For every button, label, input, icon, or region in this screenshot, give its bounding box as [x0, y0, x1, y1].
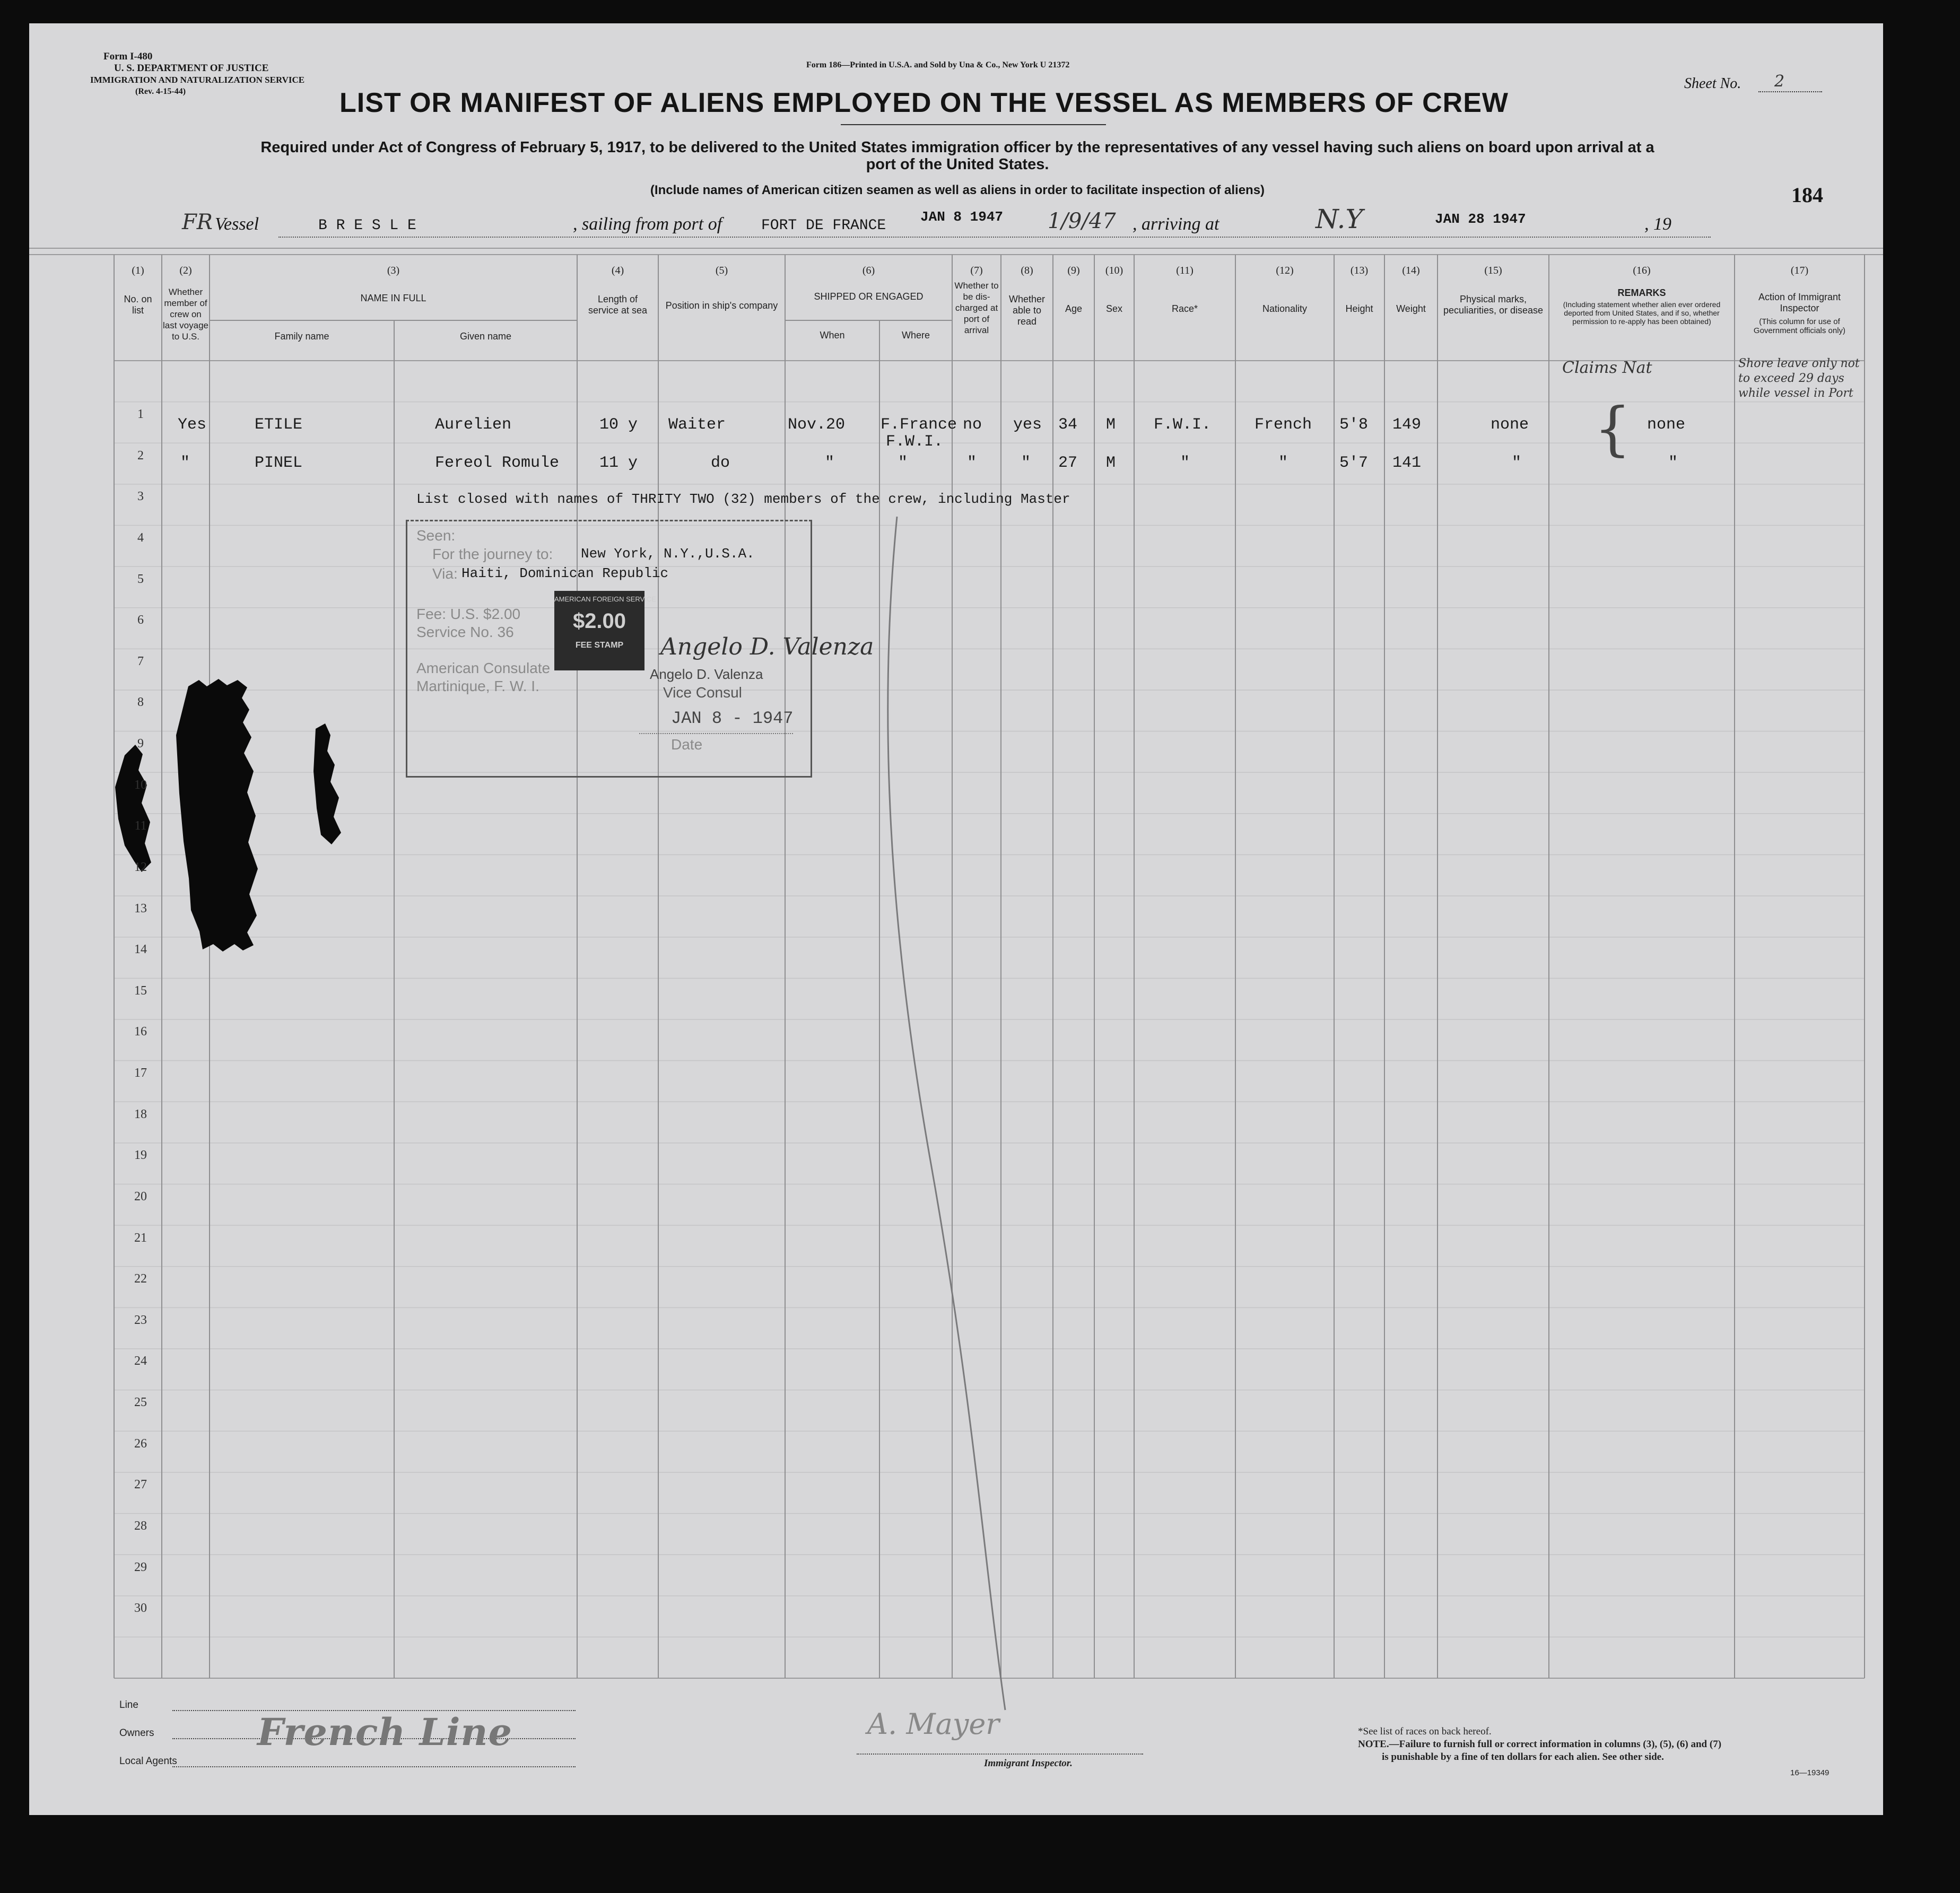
row-number: 11	[134, 819, 147, 833]
flag-prefix: FR	[182, 210, 213, 234]
footer-line-label: Line	[119, 1699, 138, 1711]
column-number: (10)	[1105, 265, 1123, 276]
row-number: 12	[134, 860, 147, 874]
row-number: 29	[134, 1560, 147, 1574]
vessel-name: B R E S L E	[318, 217, 416, 234]
manifest-sheet	[29, 23, 1883, 1815]
row2-family-name: PINEL	[255, 454, 303, 472]
sailing-label: , sailing from port of	[573, 214, 722, 234]
departure-port: FORT DE FRANCE	[761, 217, 886, 234]
row1-position: Waiter	[668, 416, 726, 434]
stamp-via-value: Haiti, Dominican Republic	[461, 565, 669, 581]
column-number: (6)	[862, 265, 875, 276]
row-number: 26	[134, 1436, 147, 1451]
row-number: 8	[137, 695, 144, 710]
footer-owners-label: Owners	[119, 1728, 154, 1739]
row-number: 17	[134, 1066, 147, 1080]
races-note: *See list of races on back hereof.	[1358, 1726, 1492, 1737]
column-number: (2)	[179, 265, 192, 276]
year-label: , 19	[1644, 214, 1671, 234]
row1-service: 10 y	[599, 416, 638, 434]
row2-last-voyage: "	[180, 454, 190, 472]
title-underline	[841, 124, 1106, 125]
row-number: 13	[134, 901, 147, 915]
column-number: (5)	[715, 265, 728, 276]
header-last-voyage: Whether member of crew on last voyage to U.S.	[163, 287, 208, 342]
footer-agents-label: Local Agents	[119, 1756, 177, 1767]
fee-stamp-bottom: FEE STAMP	[575, 641, 624, 650]
penalty-note-2: is punishable by a fine of ten dollars for each alien. See other side.	[1382, 1751, 1664, 1763]
row-number: 1	[137, 407, 144, 421]
row1-able-to-read: yes	[1013, 416, 1042, 434]
header-height: Height	[1345, 303, 1373, 314]
fee-stamp-value: $2.00	[572, 609, 626, 633]
fee-stamp	[554, 591, 656, 670]
header-remarks: REMARKS	[1617, 287, 1666, 298]
arriving-label: , arriving at	[1133, 214, 1219, 234]
row-number: 22	[134, 1272, 147, 1286]
row2-sex: M	[1106, 454, 1116, 472]
consul-date-label: Date	[671, 736, 703, 753]
row2-race: "	[1180, 454, 1190, 472]
row2-age: 27	[1058, 454, 1078, 472]
stamp-seen: Seen:	[416, 527, 456, 544]
fee-stamp-top: AMERICAN FOREIGN SERVICE	[554, 595, 656, 603]
stamp-journey-value: New York, N.Y.,U.S.A.	[581, 546, 755, 562]
row1-shipped-when: Nov.20	[788, 416, 846, 434]
consul-date-stamp: JAN 8 - 1947	[671, 709, 794, 728]
header-where: Where	[901, 330, 930, 341]
row1-family-name: ETILE	[255, 416, 303, 434]
column-number: (8)	[1021, 265, 1033, 276]
header-physical-marks: Physical marks, peculiarities, or disease	[1443, 294, 1544, 316]
row2-able-to-read: "	[1021, 454, 1031, 472]
row2-nationality: "	[1278, 454, 1288, 472]
include-note: (Include names of American citizen seamen as well as aliens in order to facilitate inspection of aliens)	[650, 183, 1265, 197]
row-number: 5	[137, 572, 144, 586]
header-able-to-read: Whether able to read	[1008, 294, 1046, 327]
header-remarks-note: (Including statement whether alien ever ordered deported from United States, and if so, whether permission to re-apply has been obtained)	[1563, 300, 1721, 326]
row-number: 24	[134, 1354, 147, 1368]
sheet-underline	[1758, 91, 1822, 92]
column-number: (9)	[1067, 265, 1080, 276]
departure-date-hand: 1/9/47	[1048, 209, 1116, 233]
header-age: Age	[1065, 303, 1083, 314]
header-when: When	[820, 330, 845, 341]
header-weight: Weight	[1396, 303, 1426, 314]
row-number: 9	[137, 737, 144, 751]
header-discharged: Whether to be dis-charged at port of arrival	[954, 281, 999, 335]
column-number: (17)	[1790, 265, 1809, 276]
row-number: 28	[134, 1519, 147, 1533]
row-number: 14	[134, 943, 147, 957]
vessel-line-rule	[278, 237, 1711, 238]
column-number: (4)	[611, 265, 624, 276]
row2-given-name: Fereol Romule	[435, 454, 560, 472]
inspector-rule	[857, 1754, 1143, 1755]
header-shipped-engaged: SHIPPED OR ENGAGED	[814, 291, 924, 302]
arrival-date-stamp: JAN 28 1947	[1435, 211, 1526, 227]
header-no-on-list: No. on list	[124, 294, 152, 316]
column-number: (12)	[1276, 265, 1294, 276]
row2-discharged: "	[967, 454, 977, 472]
row2-shipped-where: "	[898, 454, 908, 472]
row-number: 10	[134, 778, 147, 792]
form-number: Form I-480	[103, 51, 153, 62]
inspector-label: Immigrant Inspector.	[984, 1758, 1073, 1769]
header-inspector-note: (This column for use of Government officials only)	[1753, 317, 1846, 335]
header-name-in-full: NAME IN FULL	[360, 293, 426, 303]
sheet-number: 2	[1774, 72, 1785, 91]
row-number: 19	[134, 1148, 147, 1163]
owners-stamp: French Line	[257, 1710, 512, 1754]
stamp-via-label: Via:	[432, 565, 458, 582]
row2-shipped-when: "	[825, 454, 835, 472]
column-number: (11)	[1176, 265, 1194, 276]
column-number: (3)	[387, 265, 400, 276]
penalty-note-1: NOTE.—Failure to furnish full or correct information in columns (3), (5), (6) and (7)	[1358, 1739, 1722, 1750]
header-position: Position in ship's company	[665, 300, 778, 311]
form-code: 16—19349	[1790, 1768, 1830, 1777]
sheet-label: Sheet No.	[1684, 75, 1741, 92]
header-given-name: Given name	[459, 331, 512, 342]
printer-line: Form 186—Printed in U.S.A. and Sold by Una & Co., New York U 21372	[806, 60, 1070, 69]
row1-race: F.W.I.	[1154, 416, 1212, 434]
row1-sex: M	[1106, 416, 1116, 434]
remarks-handwritten: Claims Nat	[1562, 359, 1652, 377]
stamped-number: 184	[1791, 183, 1823, 207]
row2-height: 5'7	[1339, 454, 1369, 472]
row1-given-name: Aurelien	[435, 416, 512, 434]
vessel-label: Vessel	[215, 214, 259, 234]
column-number: (1)	[132, 265, 144, 276]
column-number: (7)	[970, 265, 983, 276]
row-number: 25	[134, 1395, 147, 1409]
row-number: 6	[137, 613, 144, 627]
stamp-consulate-1: American Consulate	[416, 660, 551, 676]
stamp-journey-label: For the journey to:	[432, 546, 553, 562]
page-title: LIST OR MANIFEST OF ALIENS EMPLOYED ON THE VESSEL AS MEMBERS OF CREW	[339, 88, 1509, 118]
header-inspector-action: Action of Immigrant Inspector	[1758, 292, 1841, 313]
row-number: 7	[137, 654, 144, 668]
row1-age: 34	[1058, 416, 1078, 434]
inspector-signature: A. Mayer	[867, 1707, 1000, 1741]
row1-discharged: no	[963, 416, 982, 434]
column-number: (16)	[1633, 265, 1651, 276]
header-length-of-service: Length of service at sea	[588, 294, 648, 316]
requirement-line-2: port of the United States.	[866, 156, 1049, 173]
arrival-port-hand: N.Y	[1316, 204, 1363, 234]
row-number: 15	[134, 983, 147, 998]
row2-service: 11 y	[599, 454, 638, 472]
header-race: Race*	[1171, 303, 1198, 314]
row-number: 4	[137, 530, 144, 545]
row2-weight: 141	[1392, 454, 1422, 472]
consul-signature: Angelo D. Valenza	[660, 633, 874, 660]
row1-where-extra: F.W.I.	[886, 433, 944, 451]
row-number: 3	[137, 490, 144, 504]
service-label: IMMIGRATION AND NATURALIZATION SERVICE	[90, 75, 305, 85]
row1-physical-marks: none	[1491, 416, 1529, 434]
row1-height: 5'8	[1339, 416, 1369, 434]
row2-physical-marks: "	[1512, 454, 1522, 472]
footer-agents-rule	[172, 1766, 576, 1767]
closing-line: List closed with names of THRITY TWO (32) members of the crew, including Master	[416, 491, 1070, 507]
remarks-brace: {	[1594, 395, 1631, 463]
row-number: 27	[134, 1478, 147, 1492]
requirement-line-1: Required under Act of Congress of February 5, 1917, to be delivered to the United States immigration officer by the representatives of any vessel having such aliens on board upon arrival at a	[260, 139, 1654, 156]
row-number: 21	[134, 1231, 147, 1245]
header-nationality: Nationality	[1262, 303, 1308, 314]
stamp-fee: Fee: U.S. $2.00	[416, 606, 521, 622]
row-number: 16	[134, 1025, 147, 1039]
revision-label: (Rev. 4-15-44)	[135, 87, 186, 96]
department-label: U. S. DEPARTMENT OF JUSTICE	[114, 63, 269, 74]
row2-position: do	[711, 454, 730, 472]
row-number: 20	[134, 1189, 147, 1203]
row1-nationality: French	[1255, 416, 1312, 434]
stamp-service-no: Service No. 36	[416, 624, 514, 640]
row-number: 2	[137, 448, 144, 463]
row1-shipped-where: F.France	[881, 416, 957, 434]
row2-remarks: "	[1668, 454, 1678, 472]
row1-last-voyage: Yes	[178, 416, 207, 434]
column-number: (14)	[1402, 265, 1420, 276]
row1-remarks: none	[1647, 416, 1686, 434]
inspector-action-handwritten: Shore leave only not to exceed 29 days while vessel in Port	[1738, 357, 1860, 400]
header-sex: Sex	[1105, 303, 1123, 314]
stamp-consulate-2: Martinique, F. W. I.	[416, 678, 539, 694]
header-family-name: Family name	[274, 331, 329, 342]
row1-weight: 149	[1392, 416, 1422, 434]
consul-name: Angelo D. Valenza	[650, 666, 763, 682]
row-number: 30	[134, 1601, 147, 1616]
row-number: 18	[134, 1107, 147, 1121]
column-number: (13)	[1350, 265, 1369, 276]
row-number: 23	[134, 1313, 147, 1327]
date-rule	[639, 733, 793, 734]
departure-date-stamp: JAN 8 1947	[920, 209, 1004, 225]
consul-title: Vice Consul	[663, 684, 742, 701]
column-number: (15)	[1484, 265, 1502, 276]
